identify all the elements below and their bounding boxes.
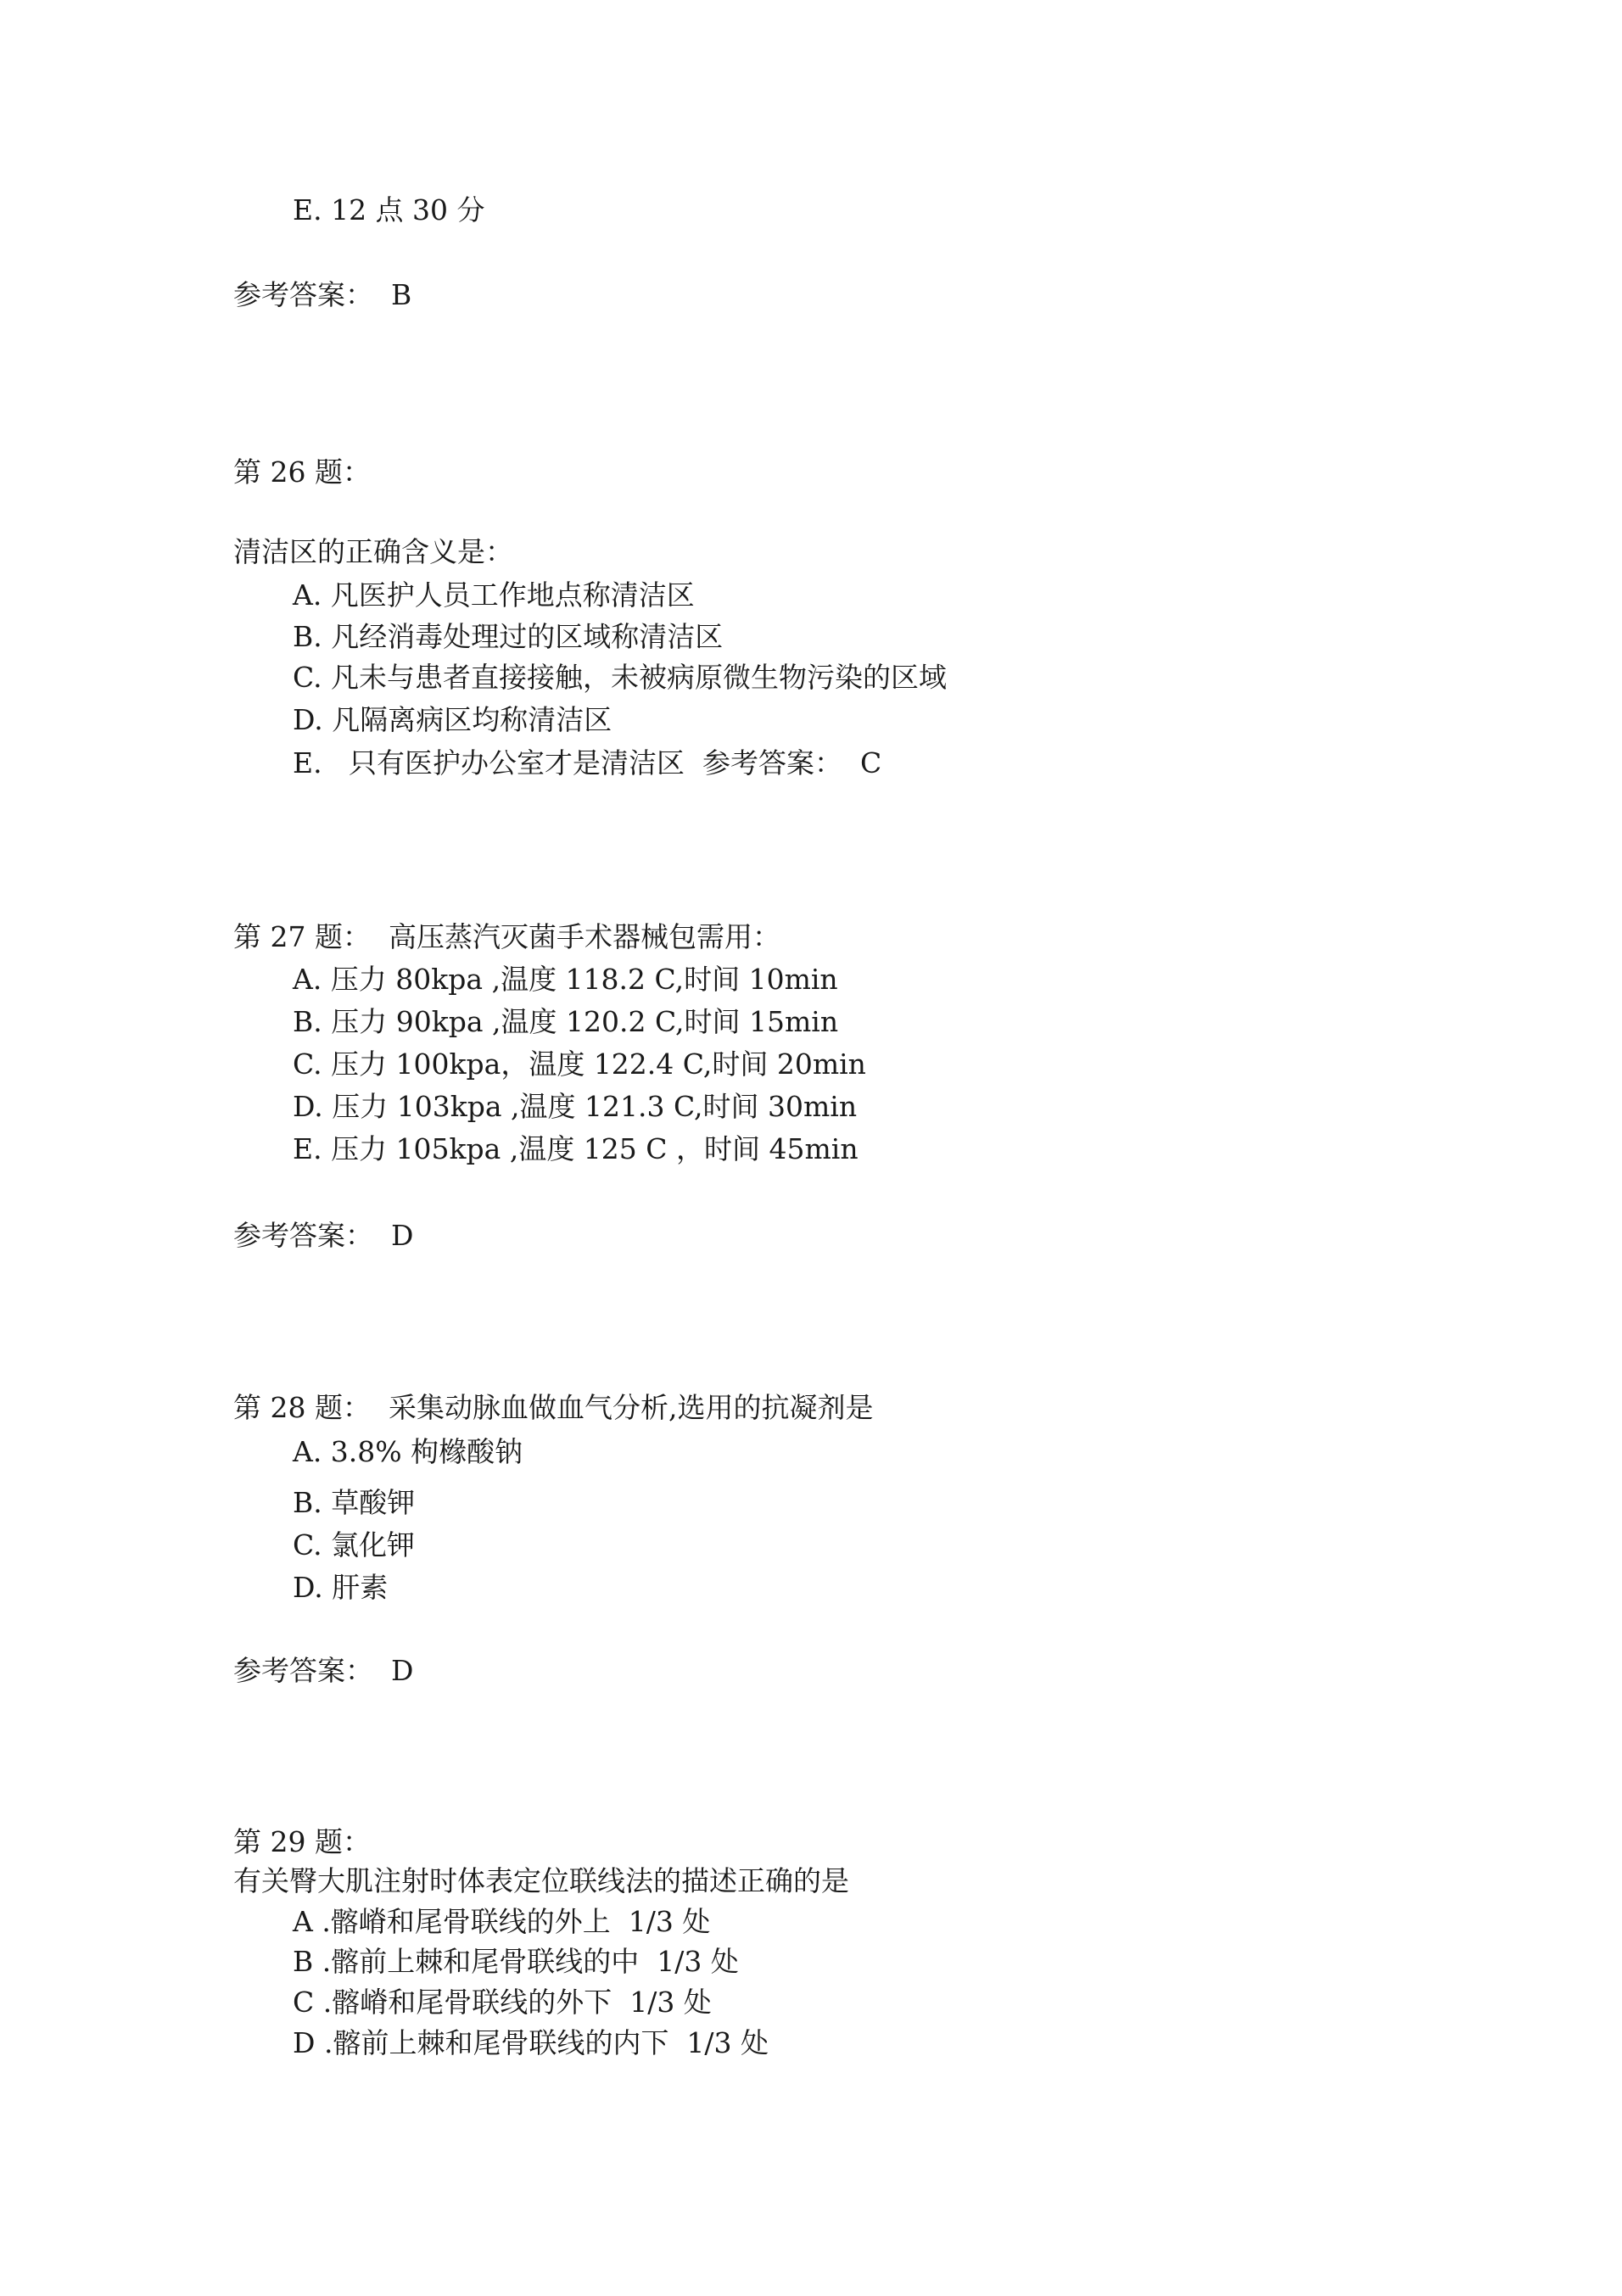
question-number: 第 26 题： xyxy=(233,455,371,489)
option-a: A. 压力 80kpa ,温度 118.2 C,时间 10min xyxy=(293,963,838,996)
option-d: D. 压力 103kpa ,温度 121.3 C,时间 30min xyxy=(293,1090,858,1123)
question-title: 第 27 题： 高压蒸汽灭菌手术器械包需用： xyxy=(233,920,780,953)
option-d: D .髂前上棘和尾骨联线的内下 1/3 处 xyxy=(293,2026,769,2059)
option-b: B. 凡经消毒处理过的区域称清洁区 xyxy=(293,620,724,653)
question-stem: 清洁区的正确含义是： xyxy=(233,535,513,568)
option-e-with-answer: E. 只有医护办公室才是清洁区 参考答案： C xyxy=(293,746,882,779)
option-b: B .髂前上棘和尾骨联线的中 1/3 处 xyxy=(293,1945,739,1978)
option-c: C .髂嵴和尾骨联线的外下 1/3 处 xyxy=(293,1986,712,2019)
option-a: A .髂嵴和尾骨联线的外上 1/3 处 xyxy=(293,1905,711,1938)
option-a: A. 凡医护人员工作地点称清洁区 xyxy=(293,578,695,612)
answer: 参考答案： D xyxy=(233,1654,414,1687)
option-c: C. 氯化钾 xyxy=(293,1528,416,1561)
question-number: 第 29 题： xyxy=(233,1825,371,1858)
answer: 参考答案： D xyxy=(233,1219,414,1252)
option-c: C. 压力 100kpa，温度 122.4 C,时间 20min xyxy=(293,1047,866,1081)
option-a: A. 3.8% 枸橼酸钠 xyxy=(293,1435,523,1468)
option-d: D. 凡隔离病区均称清洁区 xyxy=(293,703,612,736)
option-d: D. 肝素 xyxy=(293,1571,389,1604)
option-c: C. 凡未与患者直接接触，未被病原微生物污染的区域 xyxy=(293,661,948,694)
option-b: B. 压力 90kpa ,温度 120.2 C,时间 15min xyxy=(293,1005,839,1038)
question-stem: 有关臀大肌注射时体表定位联线法的描述正确的是 xyxy=(233,1864,849,1897)
option-e: E. 压力 105kpa ,温度 125 C ，时间 45min xyxy=(293,1132,859,1165)
answer-q25: 参考答案： B xyxy=(233,278,412,311)
question-title: 第 28 题： 采集动脉血做血气分析,选用的抗凝剂是 xyxy=(233,1391,874,1424)
option-e: E. 12 点 30 分 xyxy=(293,193,485,226)
option-b: B. 草酸钾 xyxy=(293,1486,416,1519)
